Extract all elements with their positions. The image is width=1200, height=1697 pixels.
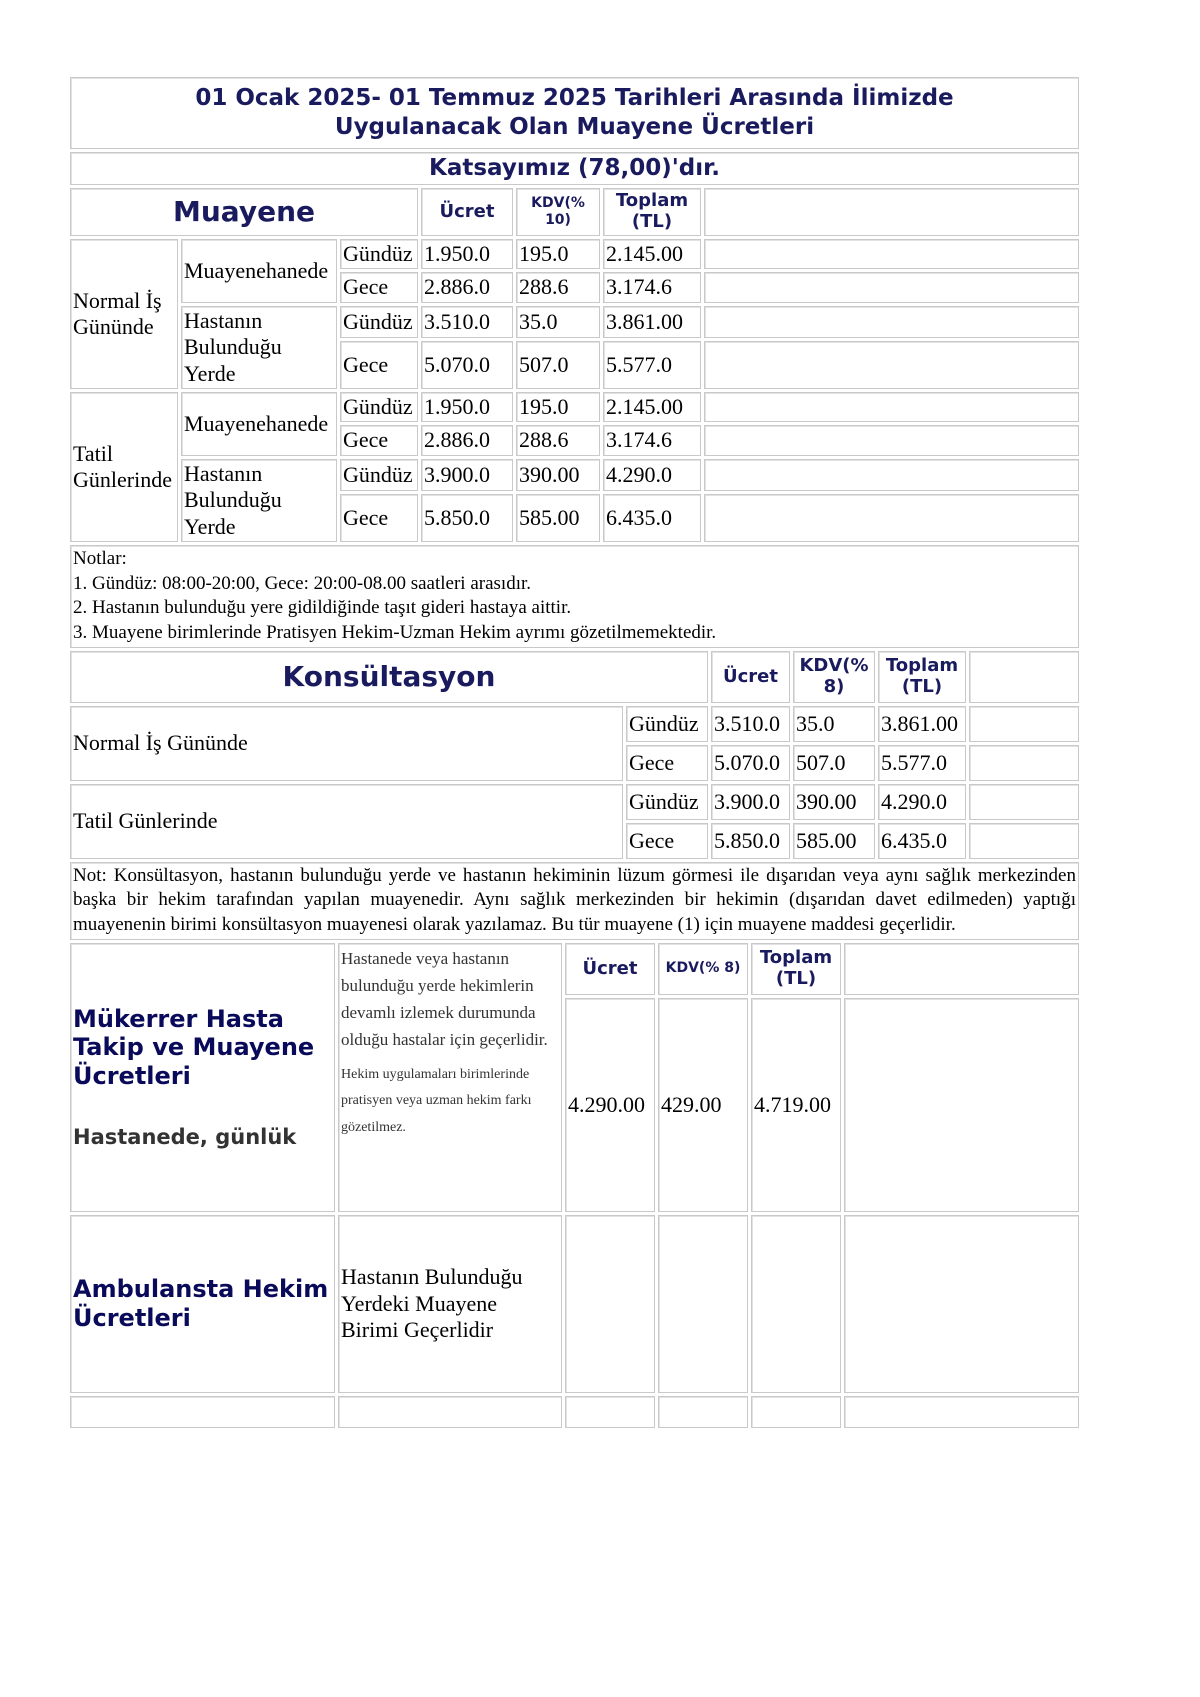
mukerrer-toplam: 4.719.00: [751, 998, 841, 1212]
table-row: [70, 459, 1079, 491]
place-label-line: Hastanın: [184, 307, 263, 333]
time-cell: Gündüz: [340, 392, 418, 422]
muayene-col-kdv: [516, 188, 600, 236]
empty-cell: [565, 1215, 655, 1393]
time-cell: Gece: [340, 425, 418, 455]
notes-table: [67, 542, 1082, 651]
title-table: [67, 74, 1082, 188]
empty-cell: [969, 706, 1079, 742]
time-cell: Gündüz: [340, 239, 418, 269]
group-label: Normal İş Gününde: [70, 706, 623, 781]
place-label-line: Bulunduğu: [184, 334, 282, 360]
time-cell: Gündüz: [626, 706, 708, 742]
mukerrer-ucret: 4.290.00: [565, 998, 655, 1212]
ucret-cell: 3.510.0: [421, 306, 513, 338]
empty-cell: [969, 784, 1079, 820]
muayene-col-kdv-line2: 10): [545, 212, 571, 229]
group-label-line: Tatil: [73, 440, 114, 466]
mukerrer-label-cell: [70, 943, 335, 1212]
empty-cell: [751, 1215, 841, 1393]
time-cell: Gece: [626, 823, 708, 859]
time-cell: Gündüz: [340, 459, 418, 491]
muayene-col-toplam-line2: (TL): [631, 211, 673, 233]
empty-cell: [658, 1396, 748, 1428]
kdv-cell: 585.00: [516, 494, 600, 542]
ucret-cell: 3.510.0: [711, 706, 790, 742]
note-item: 2. Hastanın bulunduğu yere gidildiğinde taşıt gideri hastaya aittir.: [73, 597, 572, 619]
empty-cell: [704, 306, 1079, 338]
ucret-cell: 2.886.0: [421, 272, 513, 302]
empty-cell: [338, 1396, 562, 1428]
table-row: [70, 239, 1079, 269]
empty-cell: [704, 239, 1079, 269]
empty-cell: [844, 1396, 1079, 1428]
kdv-cell: 390.00: [793, 784, 875, 820]
place-label: [181, 306, 337, 389]
group-label-normal: [70, 239, 178, 389]
kdv-cell: 195.0: [516, 392, 600, 422]
muayene-col-kdv-line1: KDV(%: [531, 194, 585, 211]
mukerrer-col-ucret: Ücret: [565, 943, 655, 995]
kdv-cell: 507.0: [793, 745, 875, 781]
ambulans-desc: Hastanın Bulunduğu Yerdeki Muayene Birimi Geçerlidir: [338, 1215, 562, 1393]
place-label: Muayenehanede: [181, 392, 337, 456]
muayene-col-ucret: Ücret: [421, 188, 513, 236]
group-label-line: Günlerinde: [73, 467, 172, 493]
empty-cell: [969, 823, 1079, 859]
table-row: [70, 392, 1079, 422]
empty-cell: [844, 998, 1079, 1212]
kdv-cell: 288.6: [516, 425, 600, 455]
empty-cell: [704, 341, 1079, 389]
place-label-line: Yerde: [184, 513, 236, 539]
place-label-line: Yerde: [184, 360, 236, 386]
time-cell: Gece: [340, 341, 418, 389]
ucret-cell: 5.070.0: [711, 745, 790, 781]
muayene-col-toplam: [603, 188, 701, 236]
ucret-cell: 5.070.0: [421, 341, 513, 389]
konsultasyon-note: Not: Konsültasyon, hastanın bulunduğu yerde ve hastanın hekiminin lüzum görmesi ile dışarıdan veya aynı sağlık merkezinden başka bir hekim tarafından yapılan muayenedir. Aynı sağlık merkezinden bir hekimin (dışarıdan davet edilmeden) yaptığı muayenenin birimi konsültasyon muayenesi olarak yazılamaz. Bu tür muayene (1) için muayene maddesi geçerlidir.: [70, 862, 1079, 940]
toplam-cell: 2.145.00: [603, 239, 701, 269]
ucret-cell: 5.850.0: [711, 823, 790, 859]
time-cell: Gece: [340, 494, 418, 542]
kdv-cell: 195.0: [516, 239, 600, 269]
coefficient-text: Katsayımız (78,00)'dır.: [70, 152, 1079, 186]
mukerrer-col-kdv: KDV(% 8): [658, 943, 748, 995]
group-label-line: Gününde: [73, 314, 154, 340]
kdv-cell: 288.6: [516, 272, 600, 302]
time-cell: Gece: [340, 272, 418, 302]
empty-cell: [704, 425, 1079, 455]
konsultasyon-col-ucret: Ücret: [711, 651, 790, 703]
place-label-line: Hastanın: [184, 460, 263, 486]
toplam-cell: 5.577.0: [603, 341, 701, 389]
ucret-cell: 1.950.0: [421, 392, 513, 422]
note-item: 3. Muayene birimlerinde Pratisyen Hekim-Uzman Hekim ayrımı gözetilmemektedir.: [73, 622, 717, 644]
table-row: [70, 784, 1079, 820]
kdv-cell: 390.00: [516, 459, 600, 491]
mukerrer-subtitle: Hastanede, günlük: [73, 1124, 297, 1149]
table-row: [70, 1396, 1079, 1428]
notes-cell: [70, 545, 1079, 648]
toplam-cell: 6.435.0: [878, 823, 966, 859]
toplam-cell: 4.290.0: [878, 784, 966, 820]
konsultasyon-empty-header: [969, 651, 1079, 703]
toplam-cell: 3.861.00: [603, 306, 701, 338]
toplam-cell: 4.290.0: [603, 459, 701, 491]
empty-cell: [844, 1215, 1079, 1393]
table-row: [70, 1215, 1079, 1393]
empty-cell: [704, 459, 1079, 491]
place-label: Muayenehanede: [181, 239, 337, 303]
konsultasyon-note-table: [67, 859, 1082, 943]
note-item: 1. Gündüz: 08:00-20:00, Gece: 20:00-08.00 saatleri arasıdır.: [73, 572, 532, 594]
table-row: [70, 706, 1079, 742]
table-row: [70, 306, 1079, 338]
toplam-cell: 2.145.00: [603, 392, 701, 422]
muayene-title: Muayene: [70, 188, 418, 236]
empty-cell: [704, 392, 1079, 422]
konsultasyon-col-toplam: [878, 651, 966, 703]
empty-cell: [751, 1396, 841, 1428]
konsultasyon-col-kdv-line1: KDV(%: [799, 655, 869, 677]
empty-cell: [70, 1396, 335, 1428]
mukerrer-desc-cell: [338, 943, 562, 1212]
konsultasyon-title: Konsültasyon: [70, 651, 708, 703]
group-label-tatil: [70, 392, 178, 542]
place-label: [181, 459, 337, 542]
document-title: [70, 77, 1079, 149]
mukerrer-col-toplam-line1: Toplam: [759, 947, 833, 969]
kdv-cell: 35.0: [793, 706, 875, 742]
toplam-cell: 6.435.0: [603, 494, 701, 542]
konsultasyon-col-kdv: [793, 651, 875, 703]
title-line-1: 01 Ocak 2025- 01 Temmuz 2025 Tarihleri Arasında İlimizde: [195, 85, 954, 111]
ucret-cell: 3.900.0: [421, 459, 513, 491]
empty-cell: [565, 1396, 655, 1428]
konsultasyon-col-toplam-line1: Toplam: [885, 655, 959, 677]
empty-cell: [704, 494, 1079, 542]
mukerrer-col-toplam-line2: (TL): [775, 967, 817, 989]
ambulans-label-cell: [70, 1215, 335, 1393]
mukerrer-desc-2: Hekim uygulamaları birimlerinde pratisyen veya uzman hekim farkı gözetilmez.: [341, 1066, 532, 1135]
konsultasyon-col-kdv-line2: 8): [823, 675, 845, 697]
empty-cell: [844, 943, 1079, 995]
mukerrer-title: Mükerrer Hasta Takip ve Muayene Ücretleri: [73, 1004, 315, 1091]
place-label-line: Bulunduğu: [184, 487, 282, 513]
time-cell: Gece: [626, 745, 708, 781]
konsultasyon-col-toplam-line2: (TL): [901, 675, 943, 697]
toplam-cell: 5.577.0: [878, 745, 966, 781]
muayene-table: [67, 185, 1082, 545]
title-line-2: Uygulanacak Olan Muayene Ücretleri: [334, 113, 815, 140]
notes-heading: Notlar:: [73, 548, 127, 569]
group-label-line: Normal İş: [73, 287, 162, 313]
kdv-cell: 507.0: [516, 341, 600, 389]
empty-cell: [658, 1215, 748, 1393]
muayene-empty-header: [704, 188, 1079, 236]
toplam-cell: 3.174.6: [603, 272, 701, 302]
empty-cell: [704, 272, 1079, 302]
time-cell: Gündüz: [340, 306, 418, 338]
ucret-cell: 5.850.0: [421, 494, 513, 542]
extra-fees-table: [67, 940, 1082, 1431]
time-cell: Gündüz: [626, 784, 708, 820]
ucret-cell: 1.950.0: [421, 239, 513, 269]
fee-document: [67, 74, 1082, 1431]
mukerrer-kdv: 429.00: [658, 998, 748, 1212]
mukerrer-desc-1: Hastanede veya hastanın bulunduğu yerde hekimlerin devamlı izlemek durumunda olduğu hastalar için geçerlidir.: [341, 948, 548, 1050]
kdv-cell: 35.0: [516, 306, 600, 338]
ambulans-title: Ambulansta Hekim Ücretleri: [73, 1275, 329, 1332]
empty-cell: [969, 745, 1079, 781]
toplam-cell: 3.174.6: [603, 425, 701, 455]
ucret-cell: 2.886.0: [421, 425, 513, 455]
muayene-col-toplam-line1: Toplam: [615, 190, 689, 212]
group-label: Tatil Günlerinde: [70, 784, 623, 859]
ucret-cell: 3.900.0: [711, 784, 790, 820]
toplam-cell: 3.861.00: [878, 706, 966, 742]
kdv-cell: 585.00: [793, 823, 875, 859]
konsultasyon-table: [67, 648, 1082, 862]
mukerrer-col-toplam: [751, 943, 841, 995]
